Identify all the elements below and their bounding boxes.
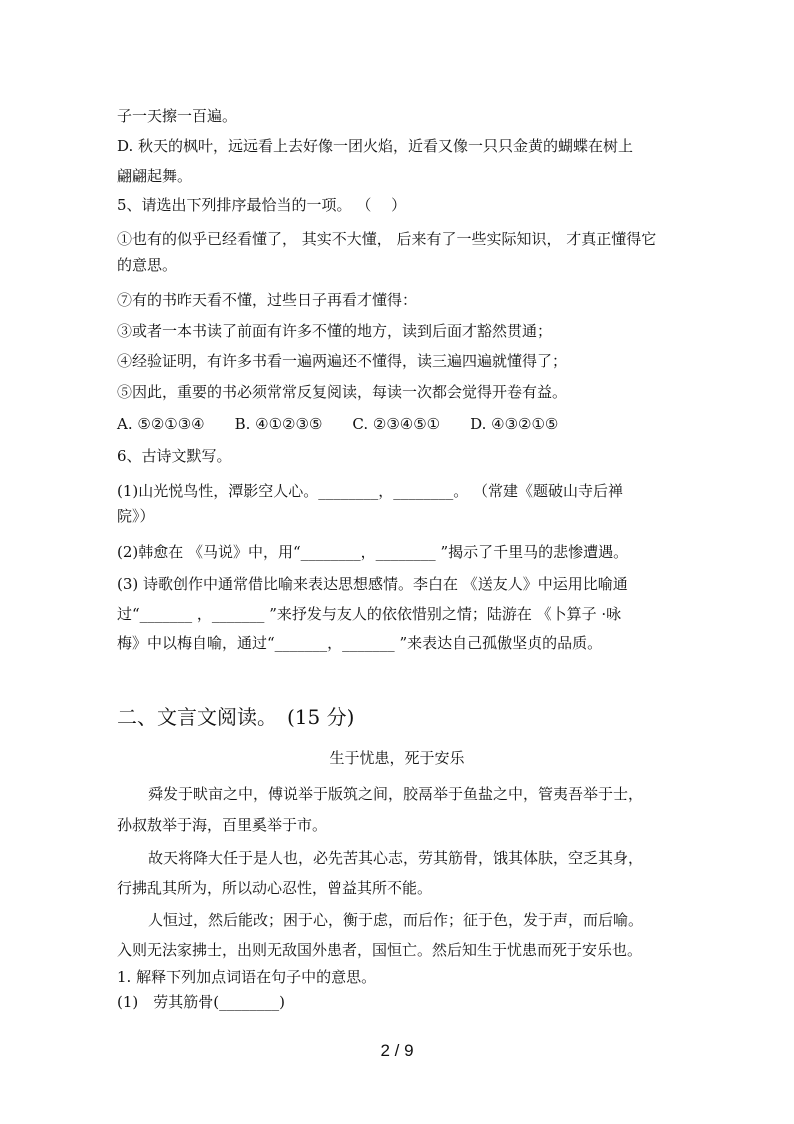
question-5-prompt: 5、请选出下列排序最恰当的一项。 （ ） <box>117 196 407 214</box>
question-5-sentence-3: ③或者一本书读了前面有许多不懂的地方，读到后面才豁然贯通； <box>117 322 553 340</box>
passage-paragraph-1: 舜发于畎亩之中，傅说举于版筑之间，胶鬲举于鱼盐之中，管夷吾举于士， <box>148 785 644 803</box>
passage-paragraph-3-continuation: 入则无法家拂士，出则无敌国外患者，国恒亡。然后知生于忧患而死于安乐也。 <box>117 941 643 959</box>
option-c-continuation: 子一天擦一百遍。 <box>117 107 238 125</box>
passage-title: 生于忧患，死于安乐 <box>329 749 465 767</box>
poem-recitation-1: (1)山光悦鸟性，潭影空人心。________，________。 （常建《题破山寺后禅 <box>117 482 624 500</box>
question-6-prompt: 6、古诗文默写。 <box>117 447 232 465</box>
reading-question-1: 1. 解释下列加点词语在句子中的意思。 <box>117 968 377 986</box>
passage-paragraph-3: 人恒过，然后能改；困于心，衡于虑，而后作；征于色，发于声，而后喻。 <box>148 911 644 929</box>
page-number: 2 / 9 <box>380 1041 414 1060</box>
reading-question-1-item-1: (1) 劳其筋骨(________) <box>117 993 285 1011</box>
question-5-sentence-5: ⑤因此，重要的书必须常常反复阅读，每读一次都会觉得开卷有益。 <box>117 383 568 401</box>
question-5-sentence-4: ④经验证明，有许多书看一遍两遍还不懂得，读三遍四遍就懂得了； <box>117 352 568 370</box>
poem-recitation-3: (3) 诗歌创作中通常借比喻来表达思想感情。李白在 《送友人》中运用比喻通 <box>117 575 628 593</box>
passage-paragraph-2-continuation: 行拂乱其所为，所以动心忍性，曾益其所不能。 <box>117 879 433 897</box>
question-5-sentence-2: ⑦有的书昨天看不懂，过些日子再看才懂得： <box>117 291 418 309</box>
poem-recitation-3-line-3: 梅》中以梅自喻，通过“_______，_______ ”来表达自己孤傲坚贞的品质。 <box>117 634 603 652</box>
poem-recitation-1-continuation: 院》） <box>117 507 155 525</box>
passage-paragraph-1-continuation: 孙叔敖举于海，百里奚举于市。 <box>117 816 328 834</box>
question-5-options: A. ⑤②①③④ B. ④①②③⑤ C. ②③④⑤① D. ④③②①⑤ <box>117 415 559 433</box>
question-5-sentence-1-continuation: 的意思。 <box>117 256 178 274</box>
section-title: 二、文言文阅读。 (15 分) <box>117 705 355 729</box>
option-d-text: D. 秋天的枫叶，远远看上去好像一团火焰，近看又像一只只金黄的蝴蝶在树上 <box>117 137 634 155</box>
poem-recitation-2: (2)韩愈在 《马说》中，用“________，________ ”揭示了千里马的悲惨遭遇。 <box>117 543 629 561</box>
passage-paragraph-2: 故天将降大任于是人也，必先苦其心志，劳其筋骨，饿其体肤，空乏其身， <box>148 849 644 867</box>
question-5-sentence-1: ①也有的似乎已经看懂了， 其实不大懂， 后来有了一些实际知识， 才真正懂得它 <box>117 230 657 248</box>
option-d-continuation: 翩翩起舞。 <box>117 167 193 185</box>
poem-recitation-3-line-2: 过“_______ ，_______ ”来抒发与友人的依依惜别之情；陆游在 《卜算子 ·咏 <box>117 605 622 623</box>
